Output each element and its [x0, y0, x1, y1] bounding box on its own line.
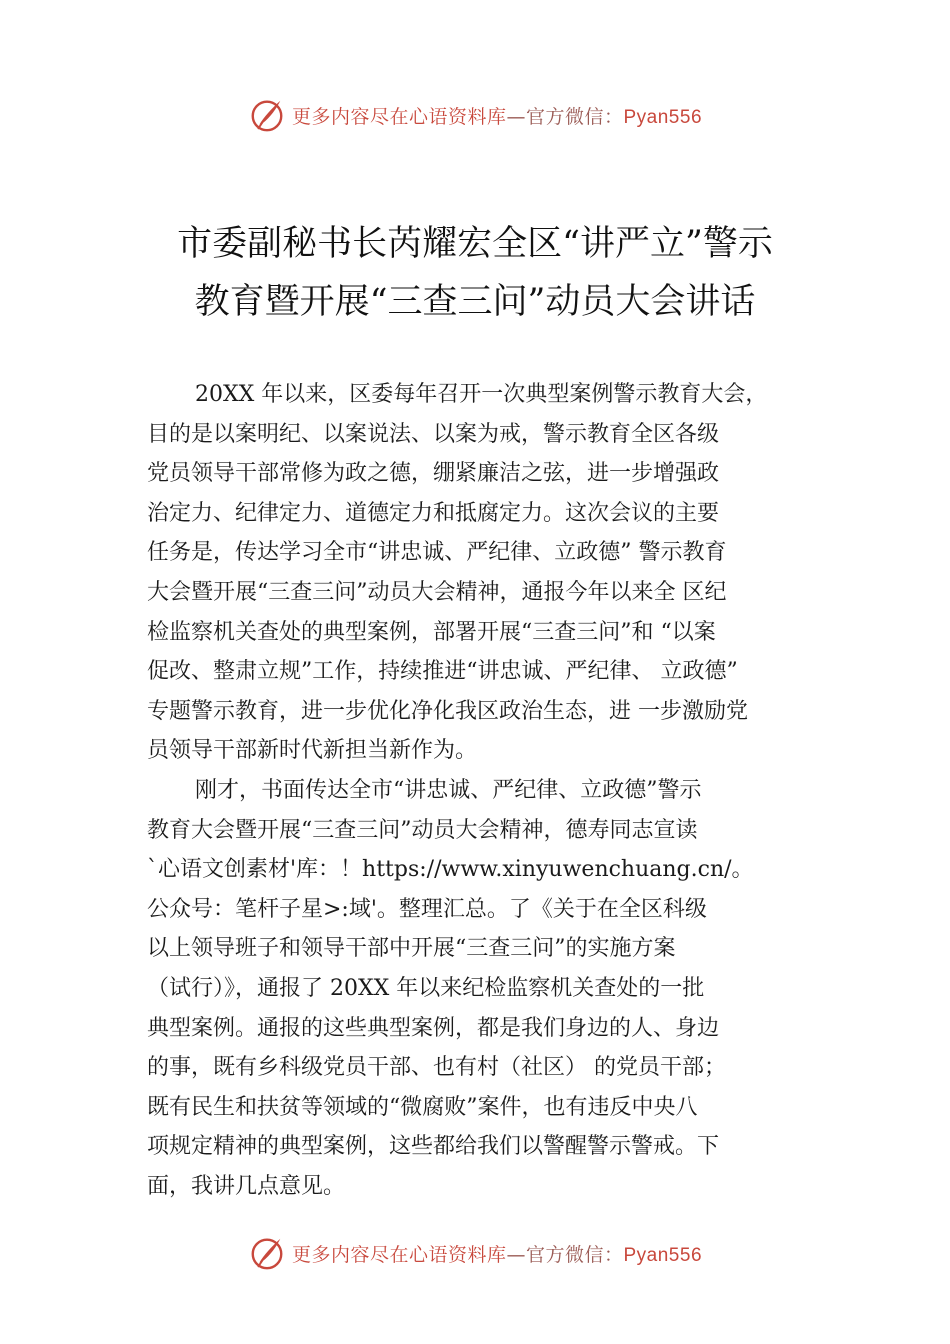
paragraph-line: 教育大会暨开展“三查三问”动员大会精神，德寿同志宣读: [147, 817, 698, 843]
paragraph-line: 典型案例。通报的这些典型案例，都是我们身边的人、身边: [147, 1015, 720, 1041]
paragraph-line: 专题警示教育，进一步优化净化我区政治生态，进 一步激励党: [147, 698, 748, 724]
footer-watermark: [0, 1233, 950, 1273]
paragraph-line: 检监察机关查处的典型案例，部署开展“三查三问”和 “以案: [147, 619, 716, 645]
paragraph-line: 面，我讲几点意见。: [147, 1173, 346, 1199]
watermark-dash: —: [506, 105, 526, 128]
paragraph-line: 以上领导班子和领导干部中开展“三查三问”的实施方案: [147, 936, 676, 962]
watermark-text: [292, 102, 702, 129]
paragraph-2: [147, 771, 832, 1207]
paragraph-1: [147, 375, 832, 771]
paragraph-line: 既有民生和扶贫等领域的“微腐败”案件，也有违反中央八: [147, 1094, 698, 1120]
header-watermark: [0, 95, 950, 135]
paragraph-line: 任务是，传达学习全市“讲忠诚、严纪律、立政德” 警示教育: [147, 540, 727, 566]
paragraph-line: 党员领导干部常修为政之德，绷紧廉洁之弦，进一步增强政: [147, 461, 720, 487]
paragraph-line: （试行）》，通报了 20XX 年以来纪检监察机关查处的一批: [147, 975, 705, 1001]
watermark-id: Pyan556: [623, 1244, 703, 1266]
paragraph-line: 20XX 年以来，区委每年召开一次典型案例警示教育大会，: [195, 382, 768, 407]
title-line-1: 市委副秘书长芮耀宏全区“讲严立”警示: [177, 224, 773, 264]
paragraph-line: 项规定精神的典型案例，这些都给我们以警醒警示警戒。下: [147, 1134, 720, 1160]
quill-pen-circle-icon: [248, 96, 286, 134]
title-line-2: 教育暨开展“三查三问”动员大会讲话: [194, 282, 756, 322]
quill-pen-circle-icon: [248, 1234, 286, 1272]
watermark-text: [292, 1240, 702, 1267]
document-title: [60, 215, 890, 331]
document-body: [147, 375, 832, 1206]
paragraph-line: 目的是以案明纪、以案说法、以案为戒，警示教育全区各级: [147, 421, 720, 447]
paragraph-line: `心语文创素材'库：！https://www.xinyuwenchuang.cn/。: [147, 857, 754, 883]
watermark-id: Pyan556: [623, 106, 703, 128]
paragraph-line: 员领导干部新时代新担当新作为。: [147, 738, 478, 764]
paragraph-line: 刚才，书面传达全市“讲忠诚、严纪律、立政德”警示: [195, 777, 702, 803]
watermark-official: 官方微信：: [525, 105, 624, 128]
watermark-main: 更多内容尽在心语资料库: [291, 1243, 507, 1266]
watermark-dash: —: [506, 1243, 526, 1266]
paragraph-line: 治定力、纪律定力、道德定力和抵腐定力。这次会议的主要: [147, 500, 720, 526]
paragraph-line: 的事，既有乡科级党员干部、也有村（社区） 的党员干部；: [147, 1055, 726, 1081]
paragraph-line: 公众号：笔杆子星>:域'。整理汇总。了《关于在全区科级: [147, 896, 707, 922]
watermark-official: 官方微信：: [525, 1243, 624, 1266]
paragraph-line: 大会暨开展“三查三问”动员大会精神，通报今年以来全 区纪: [147, 579, 727, 605]
watermark-main: 更多内容尽在心语资料库: [291, 105, 507, 128]
paragraph-line: 促改、整肃立规”工作，持续推进“讲忠诚、严纪律、 立政德”: [147, 659, 738, 685]
